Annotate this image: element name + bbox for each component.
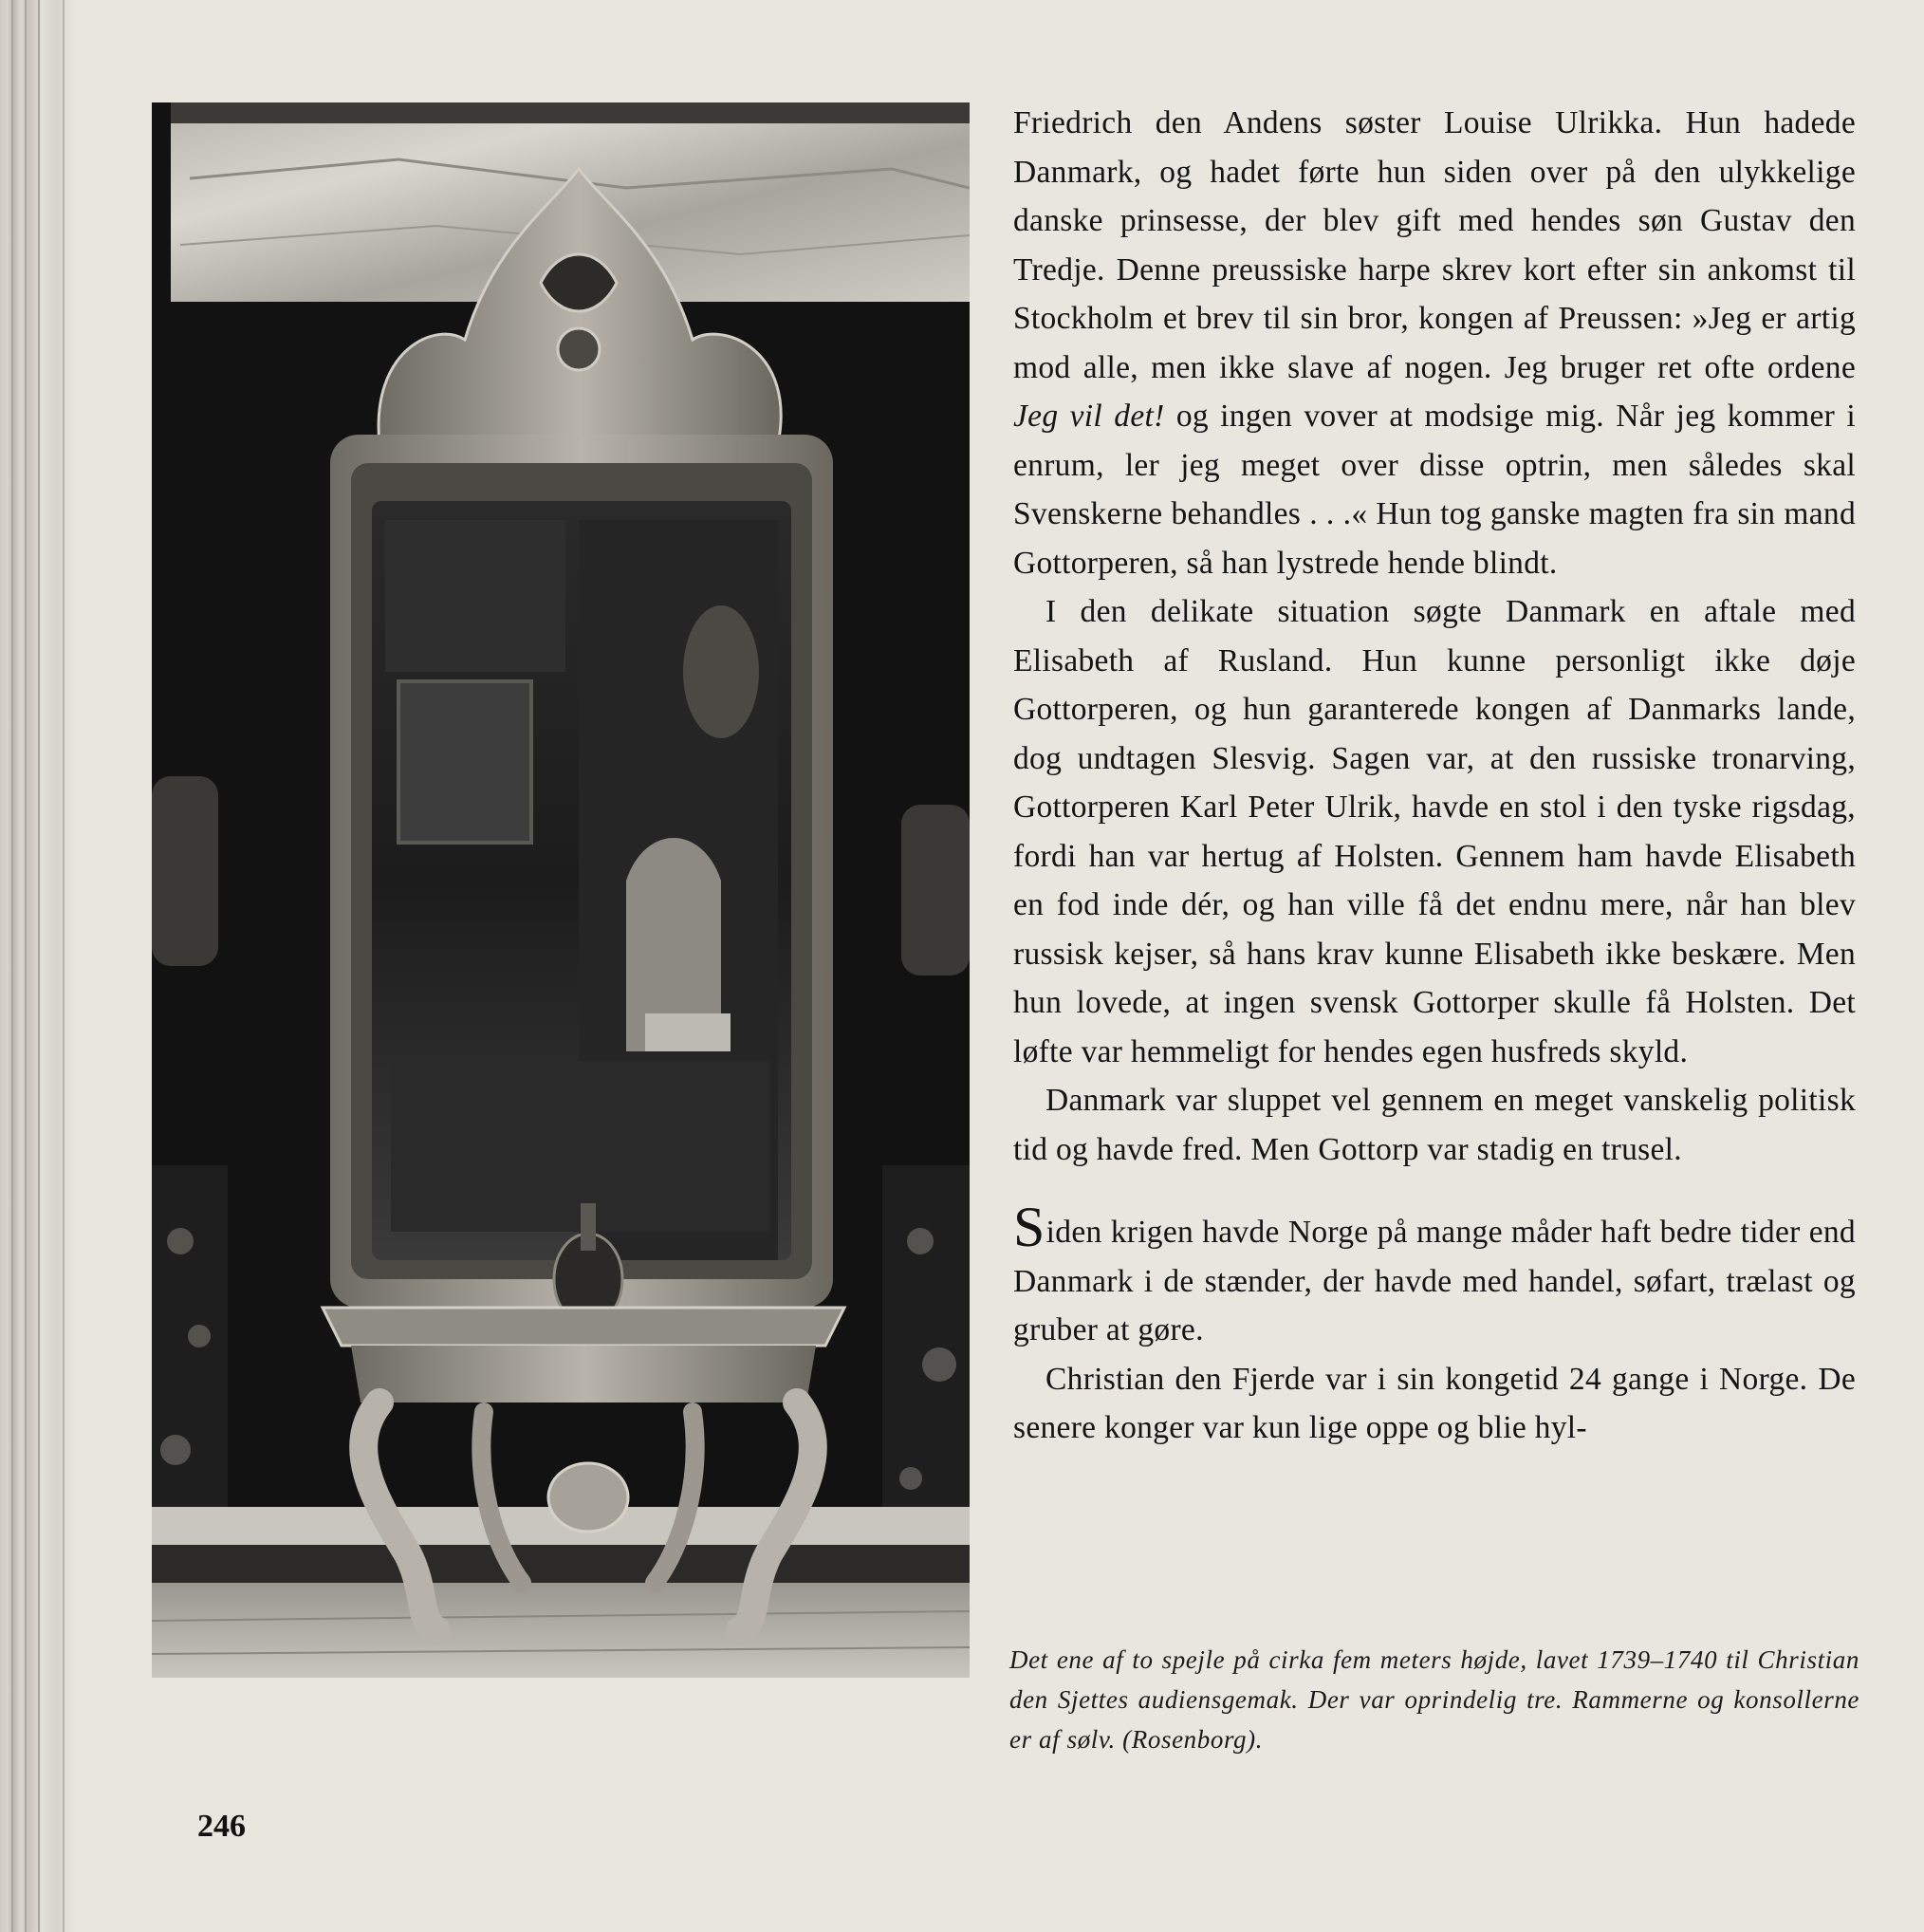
paragraph-4-text: iden krigen havde Norge på mange måder haft bedre tider end Danmark i de stænder, der havde med handel, søfart, trælast og gruber at gøre. [1013, 1215, 1856, 1347]
drop-cap: S [1013, 1196, 1045, 1258]
body-text-column [1013, 99, 1856, 1453]
paragraph-4 [1013, 1196, 1856, 1355]
photo-caption: Det ene af to spejle på cirka fem meters højde, lavet 1739–1740 til Christian den Sjettes audiensgemak. Der var oprindelig tre. Rammerne og konsollerne er af sølv. (Rosenborg). [1009, 1645, 1859, 1754]
paragraph-1-text: Friedrich den Andens søster Louise Ulrikka. Hun hadede Danmark, og hadet førte hun siden over på den ulykkelige danske prinsesse, der blev gift med hendes søn Gustav den Tredje. Denne preussiske harpe skrev kort efter sin ankomst til Stockholm et brev til sin bror, kongen af Preussen: »Jeg er artig mod alle, men ikke slave af nogen. Jeg bruger ret ofte ordene [1013, 105, 1856, 385]
page-number: 246 [197, 1809, 246, 1844]
paragraph-1-text-end: og ingen vover at modsige mig. Når jeg kommer i enrum, ler jeg meget over disse optrin, men således skal Svenskerne behandles . . .« Hun tog ganske magten fra sin mand Gottorperen, så han lystrede hende blindt. [1013, 399, 1856, 581]
mirror-photograph [152, 102, 970, 1678]
paragraph-2: I den delikate situation søgte Danmark en aftale med Elisabeth af Rusland. Hun kunne personligt ikke døje Gottorperen, og hun garanterede kongen af Danmarks lande, dog undtagen Slesvig. Sagen var, at den russiske tronarving, Gottorperen Karl Peter Ulrik, havde en stol i den tyske rigsdag, fordi han var hertug af Holsten. Gennem ham havde Elisabeth en fod inde dér, og han ville få det endnu mere, når han blev russisk kejser, så hans krav kunne Elisabeth ikke beskære. Men hun lovede, at ingen svensk Gottorper skulle få Holsten. Det løfte var hemmeligt for hendes egen husfreds skyld. [1013, 594, 1856, 1069]
paragraph-1-emphasis: Jeg vil det! [1013, 399, 1165, 434]
paragraph-1 [1013, 99, 1856, 587]
book-page-edge [0, 0, 76, 1932]
paragraph-3: Danmark var sluppet vel gennem en meget vanskelig politisk tid og havde fred. Men Gottorp var stadig en trusel. [1013, 1083, 1856, 1167]
paragraph-5: Christian den Fjerde var i sin kongetid 24 gange i Norge. De senere konger var kun lige oppe og blie hyl- [1013, 1361, 1856, 1445]
